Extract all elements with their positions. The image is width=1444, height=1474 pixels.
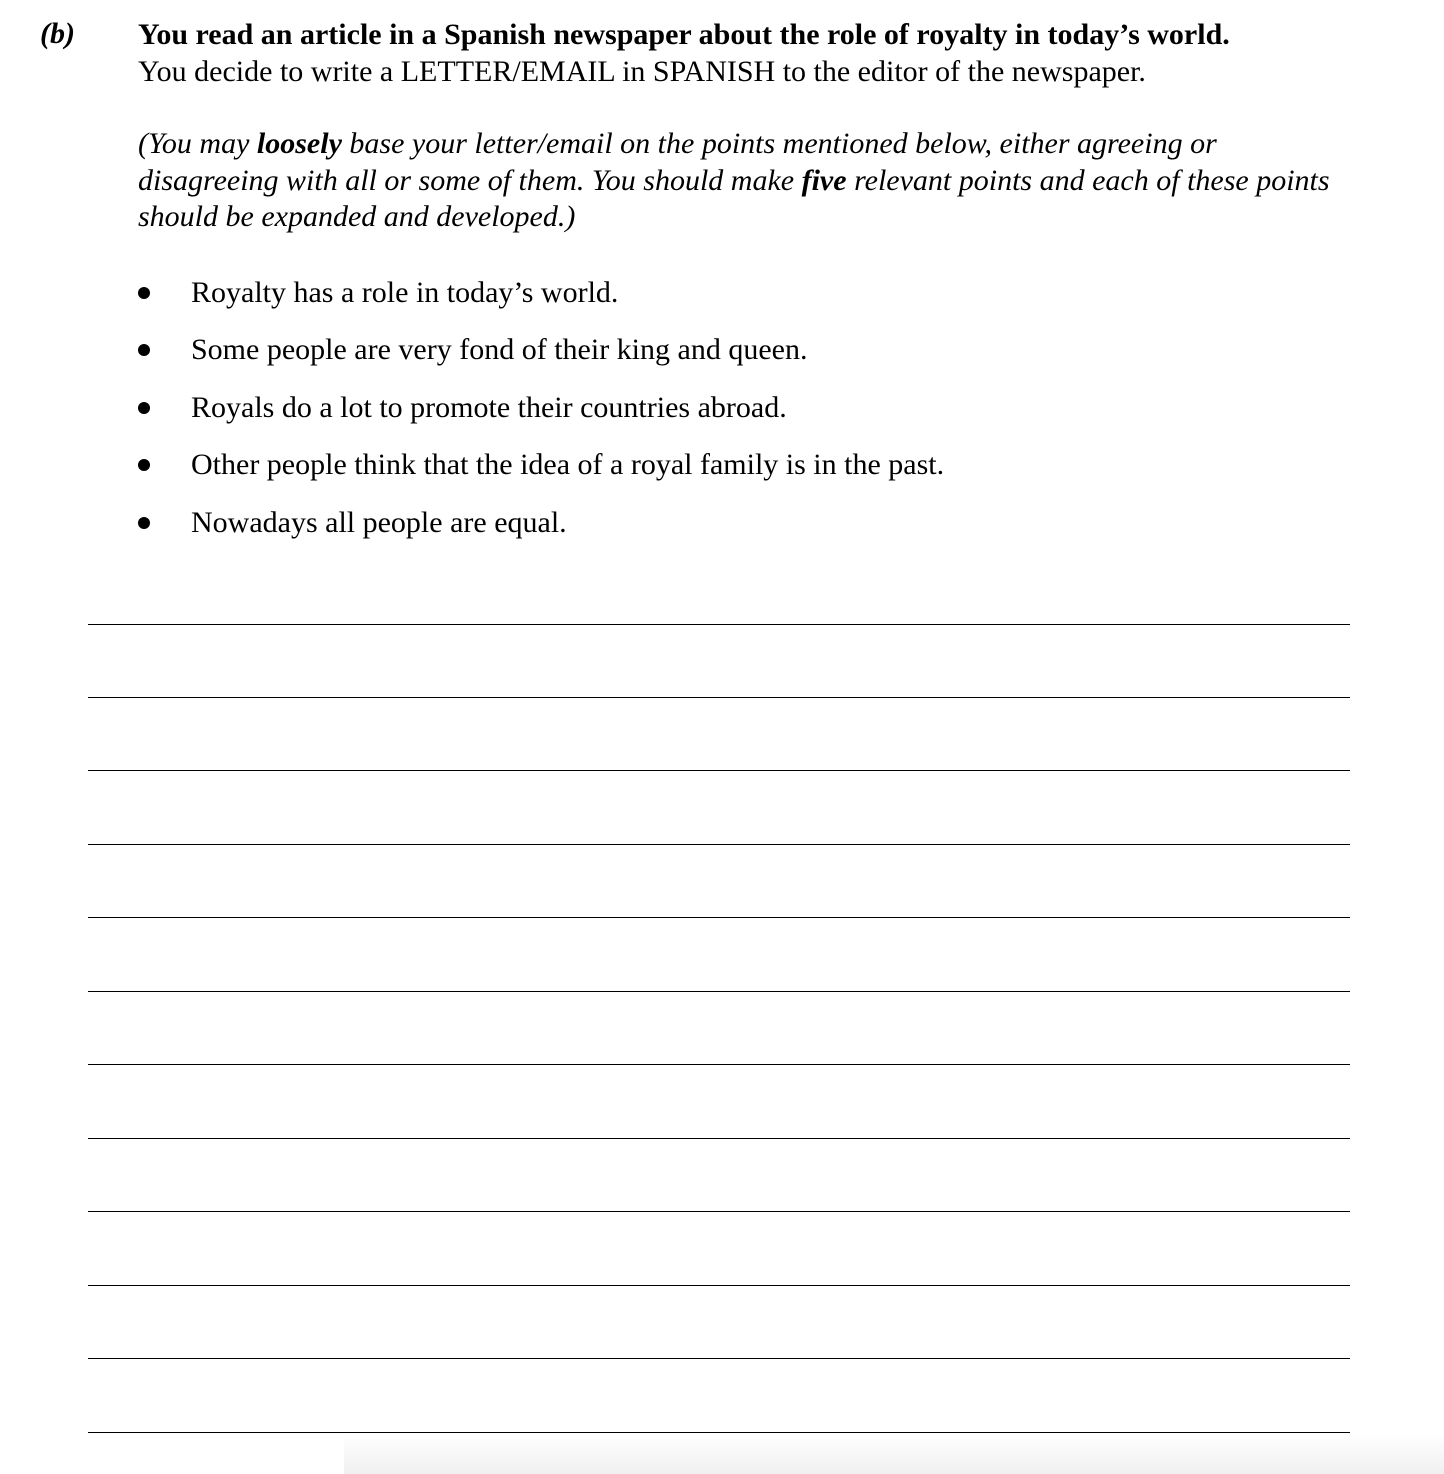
question-instruction: You decide to write a LETTER/EMAIL in SPANISH to the editor of the newspaper.: [138, 55, 1146, 88]
bullet-point-text: Other people think that the idea of a royal family is in the past.: [191, 448, 945, 481]
bullet-point-text: Nowadays all people are equal.: [191, 506, 567, 539]
answer-line[interactable]: [88, 1138, 1350, 1139]
answer-line[interactable]: [88, 1064, 1350, 1065]
answer-line[interactable]: [88, 1211, 1350, 1212]
answer-line[interactable]: [88, 844, 1350, 845]
question-label: (b): [40, 17, 75, 50]
answer-line[interactable]: [88, 1285, 1350, 1286]
guidance-emphasis-five: five: [801, 163, 847, 197]
bullet-point-text: Some people are very fond of their king and queen.: [191, 333, 808, 366]
guidance-text-2: base your letter/email on the points mentioned below, either agreeing or disagreeing with all or some of them. You should make: [138, 127, 1217, 197]
guidance-emphasis-loosely: loosely: [256, 127, 342, 160]
answer-line[interactable]: [88, 917, 1350, 918]
bullet-point-text: Royals do a lot to promote their countries abroad.: [191, 391, 787, 424]
bullet-icon: [138, 344, 150, 356]
guidance-paragraph: [138, 126, 1363, 236]
answer-line[interactable]: [88, 770, 1350, 771]
page-shadow: [344, 1434, 1444, 1474]
answer-line[interactable]: [88, 697, 1350, 698]
answer-line[interactable]: [88, 1358, 1350, 1359]
bullet-icon: [138, 459, 150, 471]
guidance-text-1: (You may: [138, 127, 257, 160]
bullet-point-text: Royalty has a role in today’s world.: [191, 276, 619, 309]
answer-line[interactable]: [88, 624, 1350, 625]
answer-line[interactable]: [88, 991, 1350, 992]
answer-line[interactable]: [88, 1432, 1350, 1433]
bullet-icon: [138, 517, 150, 529]
question-title: You read an article in a Spanish newspaper about the role of royalty in today’s world.: [138, 18, 1230, 51]
bullet-icon: [138, 402, 150, 414]
bullet-icon: [138, 287, 150, 299]
guidance-text-3: relevant points and each of these points should be expanded and developed.): [138, 163, 1330, 233]
